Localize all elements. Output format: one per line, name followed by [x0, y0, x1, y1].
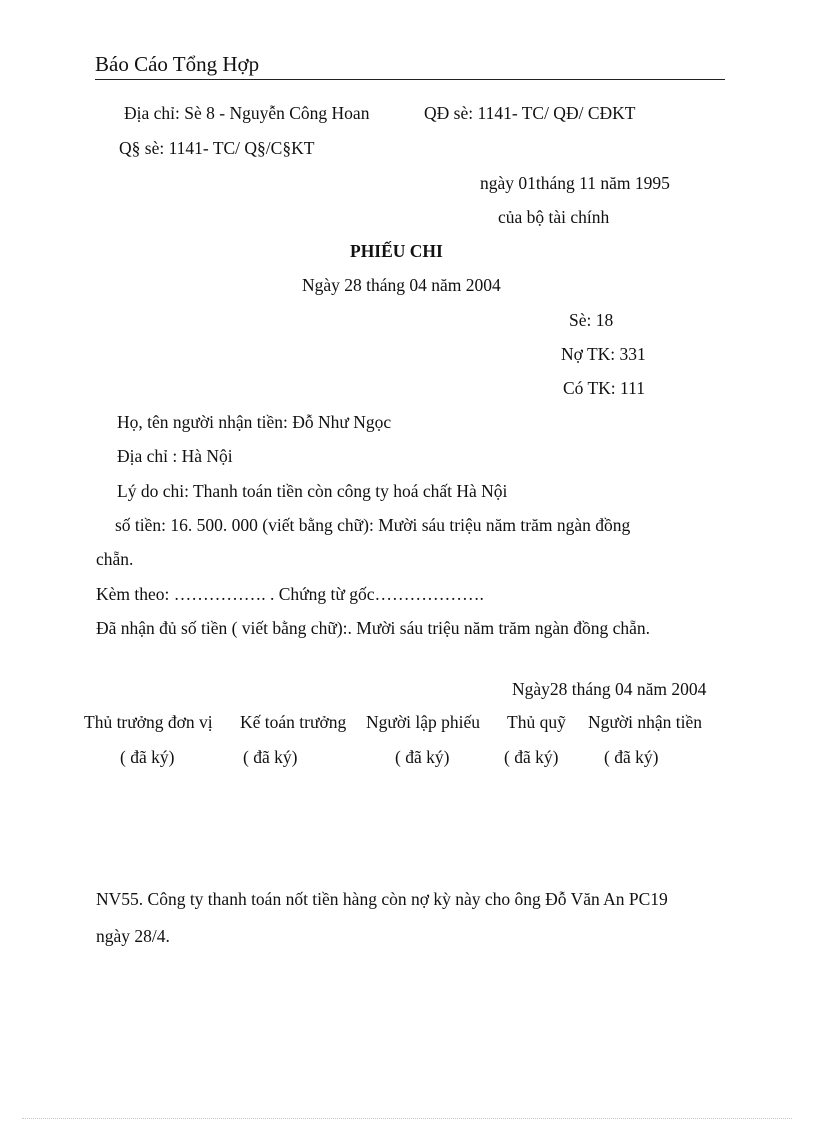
signed-cashier: ( đã ký)	[504, 747, 559, 767]
decision-code-1: QĐ sè: 1141- TC/ QĐ/ CĐKT	[424, 103, 636, 123]
decision-source: của bộ tài chính	[498, 207, 610, 227]
issuer-address: Địa chỉ: Sè 8 - Nguyễn Công Hoan	[124, 103, 370, 123]
signature-date: Ngày28 tháng 04 năm 2004	[512, 679, 707, 699]
signed-chief-accountant: ( đã ký)	[243, 747, 298, 767]
payment-reason: Lý do chi: Thanh toán tiền còn công ty hoá chất Hà Nội	[117, 481, 508, 501]
voucher-number: Sè: 18	[569, 310, 614, 330]
decision-code-2: Q§ sè: 1141- TC/ Q§/C§KT	[119, 138, 315, 158]
signed-preparer: ( đã ký)	[395, 747, 450, 767]
voucher-date: Ngày 28 tháng 04 năm 2004	[302, 275, 501, 295]
amount-line-continued: chẵn.	[96, 549, 134, 569]
debit-account: Nợ TK: 331	[561, 344, 646, 364]
role-recipient: Người nhận tiền	[588, 712, 702, 732]
report-title: Báo Cáo Tổng Hợp	[95, 52, 260, 76]
amount-line: số tiền: 16. 500. 000 (viết bằng chữ): Mười sáu triệu năm trăm ngàn đồng	[115, 515, 631, 535]
recipient-name: Họ, tên người nhận tiền: Đỗ Như Ngọc	[117, 412, 392, 432]
signed-recipient: ( đã ký)	[604, 747, 659, 767]
attachments-line: Kèm theo: ……………. . Chứng từ gốc……………….	[96, 584, 484, 604]
note-line-1: NV55. Công ty thanh toán nốt tiền hàng còn nợ kỳ này cho ông Đỗ Văn An PC19	[96, 889, 668, 909]
credit-account: Có TK: 111	[563, 378, 645, 398]
signed-unit-head: ( đã ký)	[120, 747, 175, 767]
footer-divider	[22, 1118, 792, 1119]
received-amount-line: Đã nhận đủ số tiền ( viết bằng chữ):. Mười sáu triệu năm trăm ngàn đồng chẵn.	[96, 618, 651, 638]
role-unit-head: Thủ trưởng đơn vị	[84, 712, 213, 732]
note-line-2: ngày 28/4.	[96, 926, 170, 946]
voucher-title: PHIẾU CHI	[350, 241, 443, 261]
recipient-address: Địa chỉ : Hà Nội	[117, 446, 233, 466]
page-header	[95, 50, 725, 80]
role-chief-accountant: Kế toán trưởng	[240, 712, 347, 732]
decision-date: ngày 01tháng 11 năm 1995	[480, 173, 670, 193]
role-preparer: Người lập phiếu	[366, 712, 480, 732]
role-cashier: Thủ quỹ	[507, 712, 566, 732]
